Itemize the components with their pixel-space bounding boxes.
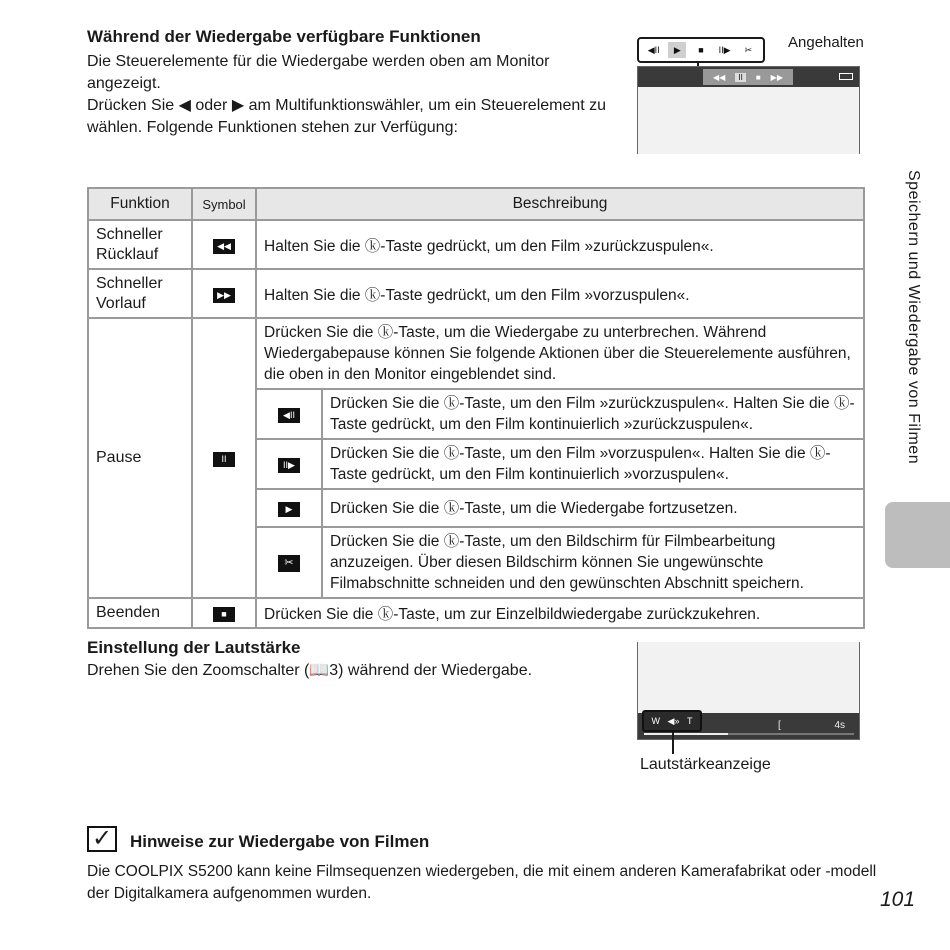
- function-name: Beenden: [88, 598, 192, 628]
- zoom-tele-icon: T: [686, 716, 693, 726]
- note-text: Die COOLPIX S5200 kann keine Filmsequenzen wiedergeben, die mit einem anderen Kamerafabrikat oder -modell der Digitalkamera aufgenommen wurden.: [87, 863, 877, 902]
- function-description: Drücken Sie die ⓚ-Taste, um die Wiedergabe fortzusetzen.: [322, 489, 864, 527]
- zoom-wide-icon: W: [651, 716, 661, 726]
- function-description: Halten Sie die ⓚ-Taste gedrückt, um den Film »vorzuspulen«.: [256, 269, 864, 318]
- rewind-icon: ◀◀: [213, 239, 235, 254]
- paused-label: Angehalten: [788, 34, 864, 51]
- function-name: Schneller Rücklauf: [88, 220, 192, 269]
- symbol-cell: [256, 389, 322, 439]
- chapter-tab: [885, 502, 950, 568]
- stop-icon: ■: [213, 607, 235, 622]
- function-description: Halten Sie die ⓚ-Taste gedrückt, um den Film »zurückzuspulen«.: [256, 220, 864, 269]
- function-description: Drücken Sie die ⓚ-Taste, um den Bildschirm für Filmbearbeitung anzuzeigen. Über diesen Bildschirm können Sie ungewünschte Filmabschnitte schneiden und den gewünschten Abschnitt speichern.: [322, 527, 864, 598]
- battery-icon: [839, 73, 853, 80]
- step-forward-icon: II▶: [278, 458, 300, 473]
- scissors-icon: ✂: [744, 44, 753, 55]
- volume-indicator-caption: Lautstärkeanzeige: [640, 756, 771, 773]
- monitor-top-bar: [638, 67, 859, 87]
- scissors-icon: ✂: [278, 555, 300, 572]
- progress-fill: [644, 733, 728, 735]
- table-header-row: [88, 188, 864, 220]
- table-row: [88, 269, 864, 318]
- symbol-cell: [192, 269, 256, 318]
- chapter-side-title: Speichern und Wiedergabe von Filmen: [905, 170, 922, 465]
- playback-control-bar: [637, 37, 765, 63]
- functions-table: [87, 187, 865, 629]
- function-description: Drücken Sie die ⓚ-Taste, um den Film »zurückzuspulen«. Halten Sie die ⓚ-Taste gedrückt, um den Film kontinuierlich »zurückzuspulen«.: [322, 389, 864, 439]
- section-heading: Während der Wiedergabe verfügbare Funktionen: [87, 27, 481, 46]
- stop-icon: ■: [698, 45, 704, 55]
- volume-section: [87, 638, 607, 682]
- callout-line: [672, 732, 674, 754]
- time-readout: 4s: [834, 720, 845, 731]
- progress-bracket: [: [778, 720, 781, 731]
- function-description: Drücken Sie die ⓚ-Taste, um zur Einzelbildwiedergabe zurückzukehren.: [256, 598, 864, 628]
- symbol-cell: [192, 318, 256, 598]
- monitor-controls: [703, 69, 793, 85]
- intro-paragraph: Drücken Sie ◀ oder ▶ am Multifunktionswähler, um ein Steuerelement zu wählen. Folgende Funktionen stehen zur Verfügung:: [87, 97, 607, 136]
- volume-indicator: [642, 710, 702, 732]
- function-name: Schneller Vorlauf: [88, 269, 192, 318]
- stop-icon: ■: [755, 72, 761, 82]
- symbol-cell: [256, 489, 322, 527]
- symbol-cell: [192, 220, 256, 269]
- step-back-icon: ◀II: [647, 44, 660, 55]
- page-number: 101: [880, 888, 916, 911]
- table-row: [88, 598, 864, 628]
- function-description: Drücken Sie die ⓚ-Taste, um die Wiedergabe zu unterbrechen. Während Wiedergabepause können Sie folgende Aktionen über die Steuerelemente ausführen, die oben in den Monitor eingeblendet sind.: [256, 318, 864, 389]
- progress-track: [644, 733, 854, 735]
- monitor-illustration: [637, 66, 860, 154]
- function-name: Pause: [88, 318, 192, 598]
- speaker-icon: ◀»: [667, 715, 680, 726]
- pause-icon: II: [735, 73, 745, 82]
- symbol-cell: [256, 439, 322, 489]
- table-row: [88, 318, 864, 389]
- rewind-icon: ◀◀: [713, 72, 726, 82]
- table-row: [88, 220, 864, 269]
- intro-section: [87, 27, 612, 139]
- play-icon: ▶: [278, 502, 300, 517]
- function-description: Drücken Sie die ⓚ-Taste, um den Film »vorzuspulen«. Halten Sie die ⓚ-Taste gedrückt, um den Film kontinuierlich »vorzuspulen«.: [322, 439, 864, 489]
- symbol-cell: [192, 598, 256, 628]
- play-icon: ▶: [668, 42, 686, 58]
- fast-forward-icon: ▶▶: [213, 288, 235, 303]
- fast-forward-icon: ▶▶: [770, 72, 783, 82]
- step-back-icon: ◀II: [278, 408, 300, 423]
- volume-text: Drehen Sie den Zoomschalter (📖3) während der Wiedergabe.: [87, 662, 533, 679]
- intro-paragraph: Die Steuerelemente für die Wiedergabe werden oben am Monitor angezeigt.: [87, 53, 550, 92]
- symbol-cell: [256, 527, 322, 598]
- step-forward-icon: II▶: [718, 44, 731, 55]
- header-function: Funktion: [88, 188, 192, 220]
- header-description: Beschreibung: [256, 188, 864, 220]
- section-heading: Einstellung der Lautstärke: [87, 638, 301, 657]
- checkmark-icon: ✓: [87, 826, 117, 852]
- header-symbol: Symbol: [192, 188, 256, 220]
- note-heading: Hinweise zur Wiedergabe von Filmen: [130, 832, 430, 851]
- pause-icon: II: [213, 452, 235, 467]
